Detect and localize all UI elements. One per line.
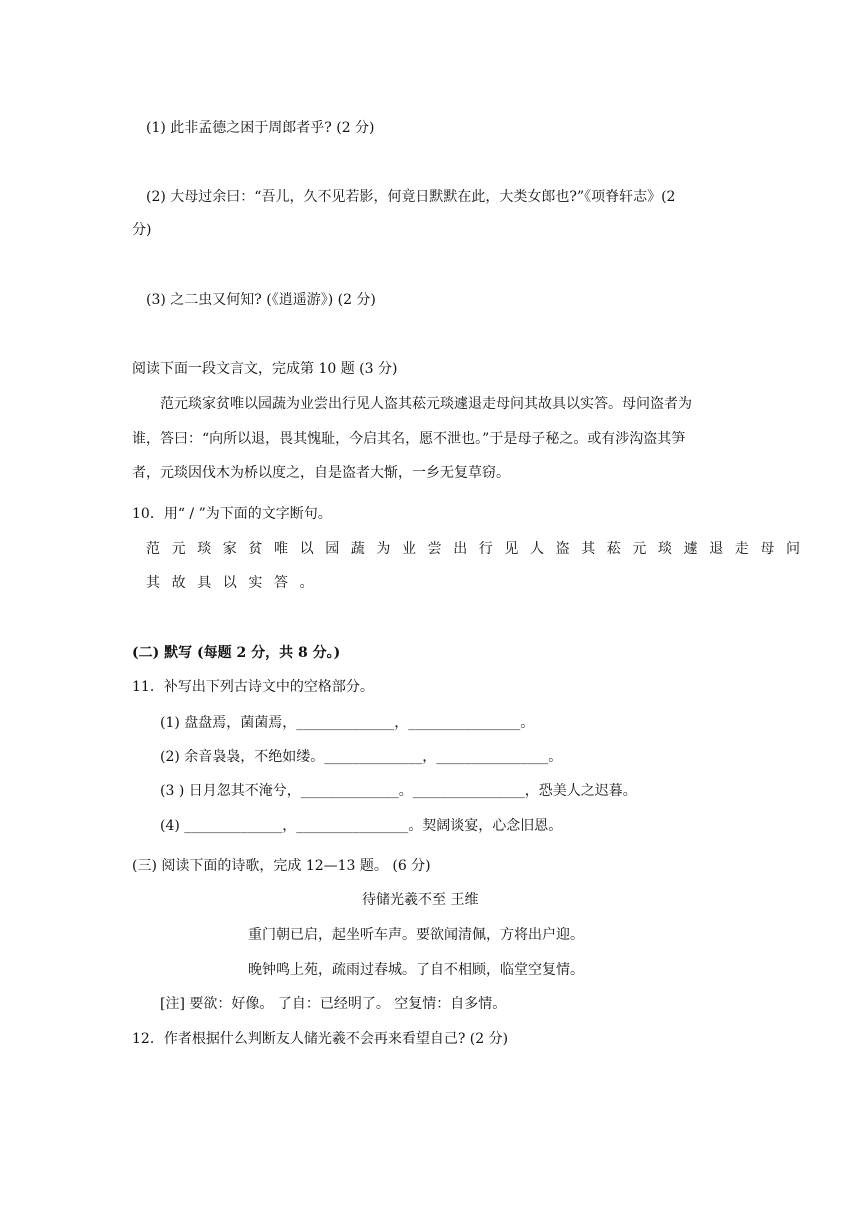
- fill-in-item: (4) ______________，________________。契阔谈宴，心念旧恩。: [160, 818, 563, 834]
- passage-line: 谁，答曰：“向所以退，畏其愧耻，今启其名，愿不泄也。”于是母子秘之。或有涉沟盗其笋: [132, 431, 686, 447]
- question-11-prompt: 11．补写出下列古诗文中的空格部分。: [132, 679, 374, 695]
- passage-line: 范元琰家贫唯以园蔬为业尝出行见人盗其菘元琰遽退走母问其故具以实答。母问盗者为: [160, 396, 692, 412]
- translate-item-2: (2) 大母过余曰：“吾儿，久不见若影，何竟日默默在此，大类女郎也?”《项脊轩志》(2: [146, 189, 676, 205]
- translate-item-1: (1) 此非孟德之困于周郎者乎? (2 分): [146, 120, 375, 136]
- translate-item-3: (3) 之二虫又何知? (《逍遥游》) (2 分): [146, 292, 376, 308]
- question-12-prompt: 12．作者根据什么判断友人储光羲不会再来看望自己? (2 分): [132, 1031, 509, 1047]
- poem-line: 重门朝已启，起坐听车声。要欲闻清佩，方将出户迎。: [248, 927, 584, 943]
- fill-in-item: (2) 余音袅袅，不绝如缕。______________，________________。: [160, 749, 563, 765]
- sentence-to-punctuate: 范元琰家贫唯以园蔬为业尝出行见人盗其菘元琰遽退走母问: [146, 541, 812, 557]
- poem-line: 晚钟鸣上苑，疏雨过春城。了自不相顾，临堂空复情。: [248, 962, 584, 978]
- reading-instruction: 阅读下面一段文言文，完成第 10 题 (3 分): [132, 361, 398, 377]
- section-heading: (三) 阅读下面的诗歌，完成 12—13 题。 (6 分): [132, 858, 431, 874]
- passage-line: 者，元琰因伐木为桥以度之，自是盗者大惭，一乡无复草窃。: [132, 465, 510, 481]
- question-10-prompt: 10．用“ / ”为下面的文字断句。: [132, 506, 332, 522]
- translate-item-2-continued: 分): [132, 222, 152, 238]
- sentence-to-punctuate: 其故具以实答。: [146, 575, 326, 591]
- poem-note: [注] 要欲：好像。 了自：已经明了。 空复情：自多情。: [160, 996, 507, 1012]
- fill-in-item: (1) 盘盘焉，菌菌焉，______________，________________。: [160, 715, 535, 731]
- fill-in-item: (3 ) 日月忽其不淹兮，______________。________________，恐美人之迟暮。: [160, 783, 637, 799]
- section-heading: (二) 默写 (每题 2 分，共 8 分。): [132, 645, 341, 661]
- poem-title: 待储光羲不至 王维: [362, 892, 479, 908]
